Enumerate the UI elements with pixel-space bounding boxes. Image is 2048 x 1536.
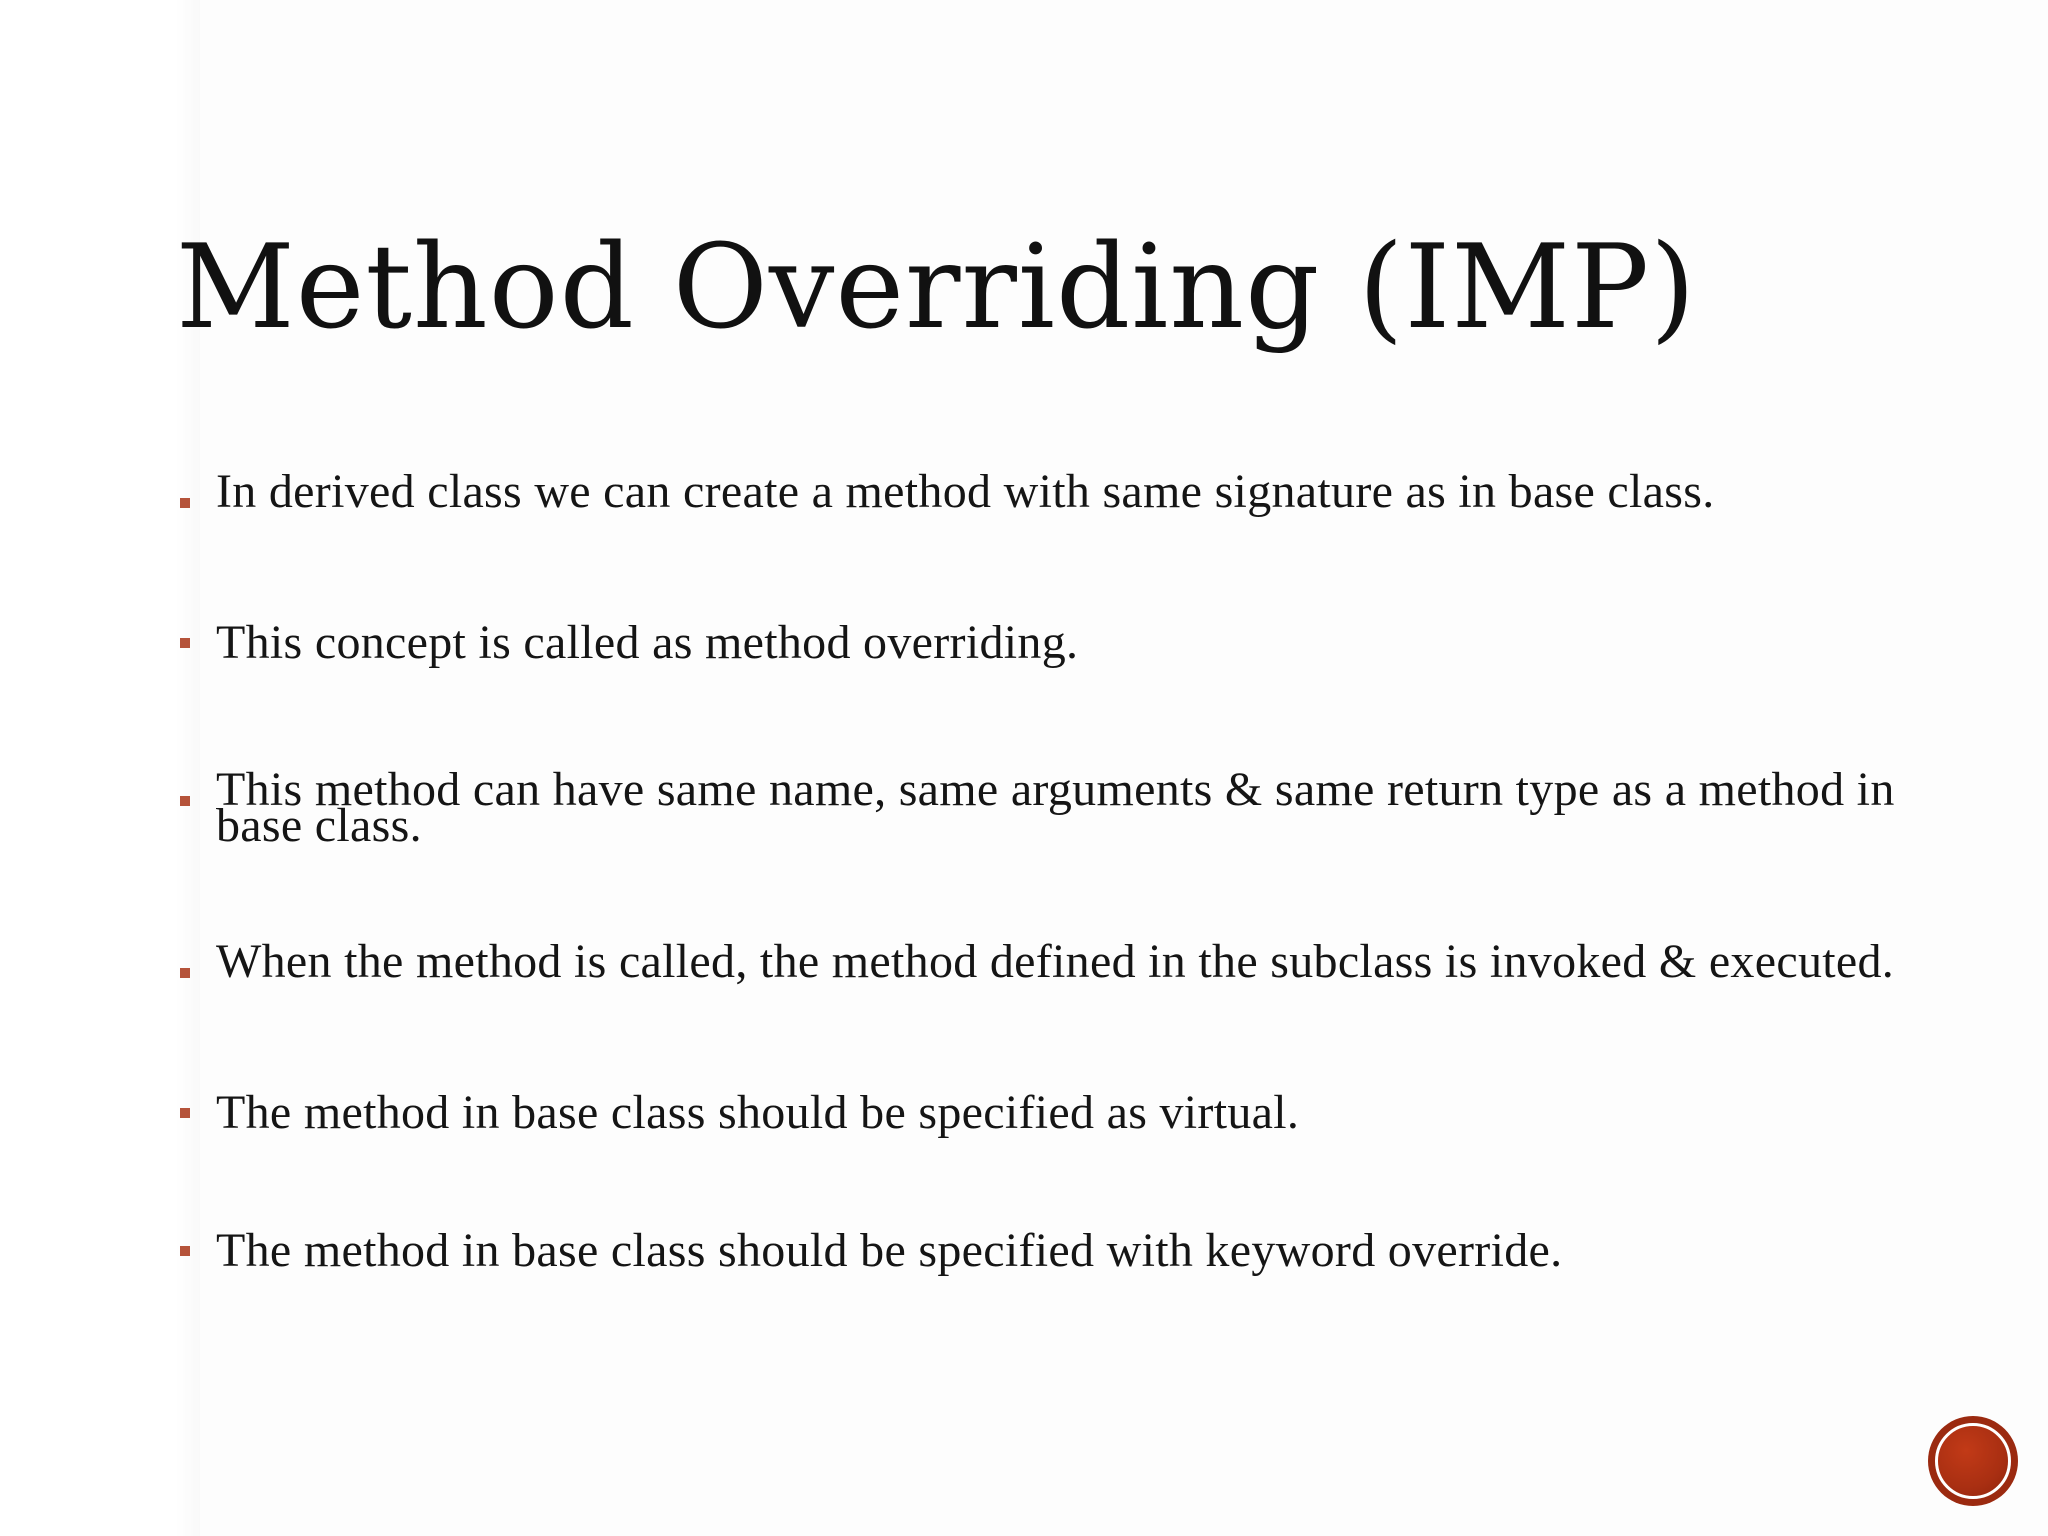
bullet-text: This method can have same name, same arguments & same return type as a method in base class.: [216, 763, 1895, 852]
square-bullet-icon: [176, 772, 216, 812]
square-bullet-icon: [176, 614, 216, 654]
bullet-text: This concept is called as method overriding.: [216, 616, 1079, 669]
bullet-item: [176, 614, 1896, 672]
bullet-item: [176, 465, 1896, 518]
square-bullet-icon: [176, 1084, 216, 1124]
bullet-list: [176, 465, 1896, 1280]
bullet-item: [176, 1222, 1896, 1280]
circle-badge-icon: [1928, 1416, 2018, 1506]
bullet-item: [176, 935, 1896, 988]
bullet-text: The method in base class should be specified with keyword override.: [216, 1224, 1563, 1277]
bullet-item: [176, 763, 1896, 852]
bullet-text: In derived class we can create a method with same signature as in base class.: [216, 465, 1715, 518]
bullet-text: When the method is called, the method defined in the subclass is invoked & executed.: [216, 935, 1895, 988]
bullet-item: [176, 1084, 1896, 1142]
square-bullet-icon: [176, 1222, 216, 1262]
square-bullet-icon: [176, 944, 216, 984]
bullet-text: The method in base class should be specified as virtual.: [216, 1086, 1300, 1139]
slide-title: Method Overriding (IMP): [176, 220, 1697, 355]
square-bullet-icon: [176, 474, 216, 514]
left-margin-shade: [0, 0, 200, 1536]
badge-inner-ring: [1935, 1423, 2011, 1499]
